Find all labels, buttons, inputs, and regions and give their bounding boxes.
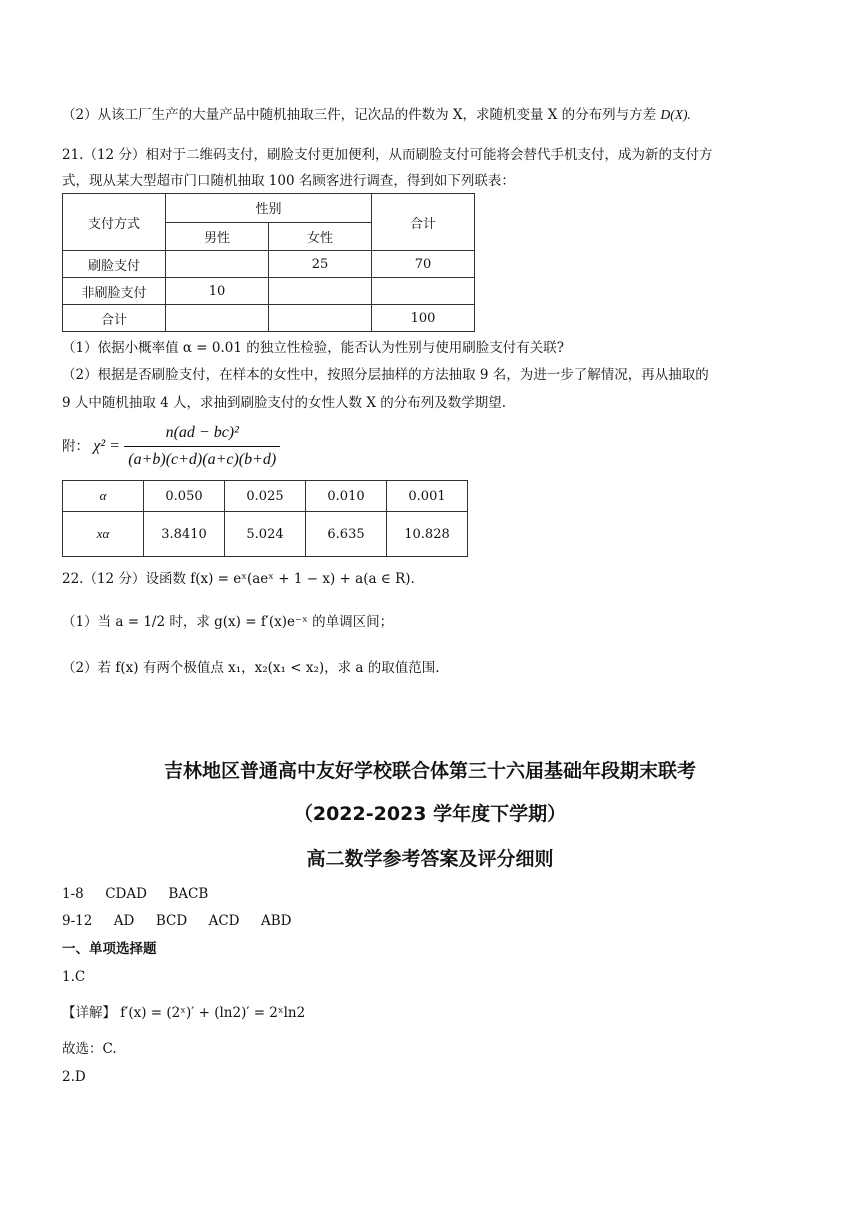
header-method: 支付方式 [63, 194, 166, 251]
section-heading: 一、单项选择题 [62, 941, 157, 957]
q21-part2-line1: （2）根据是否刷脸支付，在样本的女性中，按照分层抽样的方法抽取 9 名，为进一步了解情况，再从抽取的 [62, 367, 709, 383]
alpha-label: α [63, 481, 144, 512]
answer-key-9-12: 9-12 AD BCD ACD ABD [62, 913, 292, 929]
answer-title: 吉林地区普通高中友好学校联合体第三十六届基础年段期末联考 [163, 760, 696, 782]
row-label: 非刷脸支付 [63, 278, 166, 305]
answer-2: 2.D [62, 1069, 86, 1085]
alpha-value: 0.025 [225, 481, 306, 512]
row-label: 刷脸支付 [63, 251, 166, 278]
answer-1-conclusion: 故选：C. [62, 1041, 117, 1057]
q21-part1: （1）依据小概率值 α = 0.01 的独立性检验，能否认为性别与使用刷脸支付有关联? [62, 340, 564, 356]
contingency-table [62, 193, 475, 332]
alpha-value: 0.001 [387, 481, 468, 512]
table-row [63, 305, 475, 332]
answer-1-detail: 【详解】 f′(x) = (2ˣ)′ + (ln2)′ = 2ˣln2 [62, 1005, 306, 1021]
variance-expr: D(X). [660, 107, 691, 122]
header-total: 合计 [372, 194, 475, 251]
q21-intro-line1: 21.（12 分）相对于二维码支付，刷脸支付更加便利，从而刷脸支付可能将会替代手机支付，成为新的支付方 [62, 147, 713, 163]
header-gender: 性别 [166, 194, 372, 223]
alpha-value: 0.010 [306, 481, 387, 512]
answer-subtitle-year: （2022-2023 学年度下学期） [293, 803, 567, 825]
cell-male: 10 [166, 278, 269, 305]
q22-stem: 22.（12 分）设函数 f(x) = eˣ(aeˣ + 1 − x) + a(a ∈ R). [62, 571, 415, 587]
cell-total [372, 278, 475, 305]
answer-subtitle: 高二数学参考答案及评分细则 [306, 848, 554, 870]
table-row [63, 278, 475, 305]
q20-part2: （2）从该工厂生产的大量产品中随机抽取三件，记次品的件数为 X，求随机变量 X 的分布列与方差 D(X). [62, 107, 691, 123]
cell-male [166, 251, 269, 278]
x-value: 3.8410 [144, 512, 225, 557]
q22-part1: （1）当 a = 1/2 时，求 g(x) = f′(x)e⁻ˣ 的单调区间； [62, 614, 394, 630]
answer-1: 1.C [62, 969, 86, 985]
q21-part2-line2: 9 人中随机抽取 4 人，求抽到刷脸支付的女性人数 X 的分布列及数学期望. [62, 395, 507, 411]
q22-part2: （2）若 f(x) 有两个极值点 x₁，x₂(x₁ < x₂)，求 a 的取值范围. [62, 660, 440, 676]
cell-female: 25 [269, 251, 372, 278]
alpha-value: 0.050 [144, 481, 225, 512]
header-female: 女性 [269, 222, 372, 251]
table-row [63, 481, 468, 512]
answer-key-1-8: 1-8 CDAD BACB [62, 886, 209, 902]
chi-square-formula: 附： χ² = $\frac{\text{n(ad − bc)²}}{(a+b)(c+d)(a+c)(b+d)}$ [62, 422, 280, 471]
x-value: 10.828 [387, 512, 468, 557]
q21-intro-line2: 式，现从某大型超市门口随机抽取 100 名顾客进行调查，得到如下列联表： [62, 173, 515, 189]
x-label: xα [63, 512, 144, 557]
x-value: 5.024 [225, 512, 306, 557]
cell-male [166, 305, 269, 332]
formula-fraction: $\frac{\text{n(ad − bc)²}}{(a+b)(c+d)(a+c)(b+d)}$ [124, 422, 280, 471]
cell-female [269, 305, 372, 332]
cell-total: 70 [372, 251, 475, 278]
cell-total: 100 [372, 305, 475, 332]
row-label: 合计 [63, 305, 166, 332]
header-male: 男性 [166, 222, 269, 251]
cell-female [269, 278, 372, 305]
table-row [63, 512, 468, 557]
table-row [63, 251, 475, 278]
critical-value-table [62, 480, 468, 557]
x-value: 6.635 [306, 512, 387, 557]
